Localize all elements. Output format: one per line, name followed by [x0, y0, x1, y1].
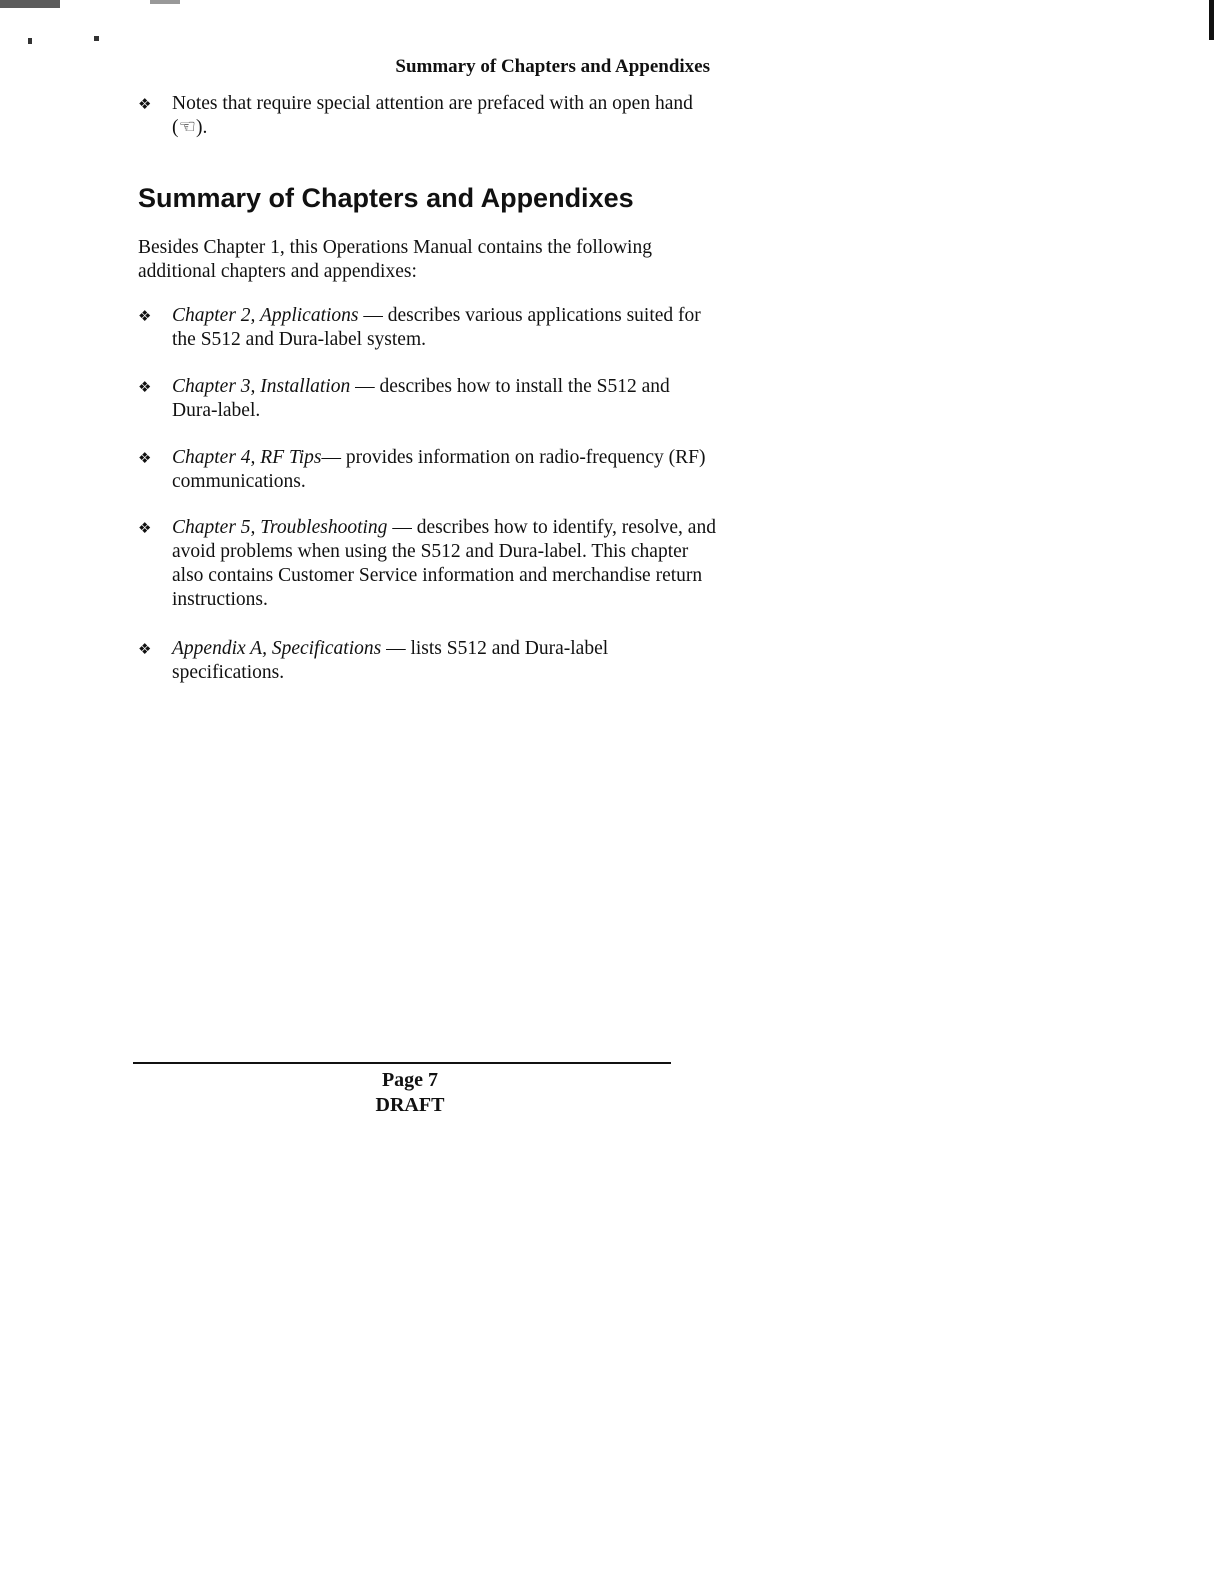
scan-artifact — [150, 0, 180, 4]
chapter-title: Chapter 3, Installation — [172, 376, 351, 397]
scan-artifact — [28, 38, 32, 44]
scan-edge-mark — [1209, 0, 1214, 40]
page-number: Page 7 — [381, 1069, 439, 1091]
scan-artifact — [94, 36, 99, 41]
chapter-bullet — [138, 516, 718, 612]
bullet-icon: ❖ — [138, 95, 152, 113]
bullet-icon: ❖ — [138, 519, 152, 537]
draft-label: DRAFT — [375, 1094, 445, 1116]
bullet-icon: ❖ — [138, 449, 152, 467]
running-header: Summary of Chapters and Appendixes — [395, 56, 710, 77]
note-bullet — [138, 92, 718, 140]
open-hand-icon: ☜ — [178, 117, 196, 138]
bullet-icon: ❖ — [138, 378, 152, 396]
chapter-desc: — describes various applications suited for the S512 and Dura-label system. — [172, 305, 701, 350]
chapter-bullet — [138, 637, 718, 685]
chapter-bullet — [138, 375, 718, 423]
page-footer — [300, 1068, 520, 1118]
footer-rule — [133, 1062, 671, 1064]
chapter-bullet — [138, 446, 718, 494]
bullet-icon: ❖ — [138, 640, 152, 658]
chapter-desc: — describes how to install the S512 and Dura-label. — [172, 376, 670, 421]
chapter-bullet — [138, 304, 718, 352]
chapter-title: Chapter 2, Applications — [172, 305, 359, 326]
bullet-icon: ❖ — [138, 307, 152, 325]
scan-artifact — [0, 0, 60, 8]
note-suffix: ). — [195, 117, 208, 138]
chapter-title: Appendix A, Specifications — [172, 638, 382, 659]
section-title: Summary of Chapters and Appendixes — [138, 183, 634, 213]
chapter-desc: — describes how to identify, resolve, and avoid problems when using the S512 and Dura-label. This chapter also contains Customer Service information and merchandise return instructions. — [172, 517, 716, 610]
intro-paragraph: Besides Chapter 1, this Operations Manual contains the following additional chapters and appendixes: — [138, 237, 652, 282]
chapter-title: Chapter 4, RF Tips — [172, 447, 322, 468]
chapter-desc: — lists S512 and Dura-label specifications. — [172, 638, 609, 683]
chapter-desc: — provides information on radio-frequency (RF) communications. — [172, 447, 706, 492]
note-text: Notes that require special attention are prefaced with an open hand ( — [172, 93, 693, 138]
chapter-title: Chapter 5, Troubleshooting — [172, 517, 388, 538]
